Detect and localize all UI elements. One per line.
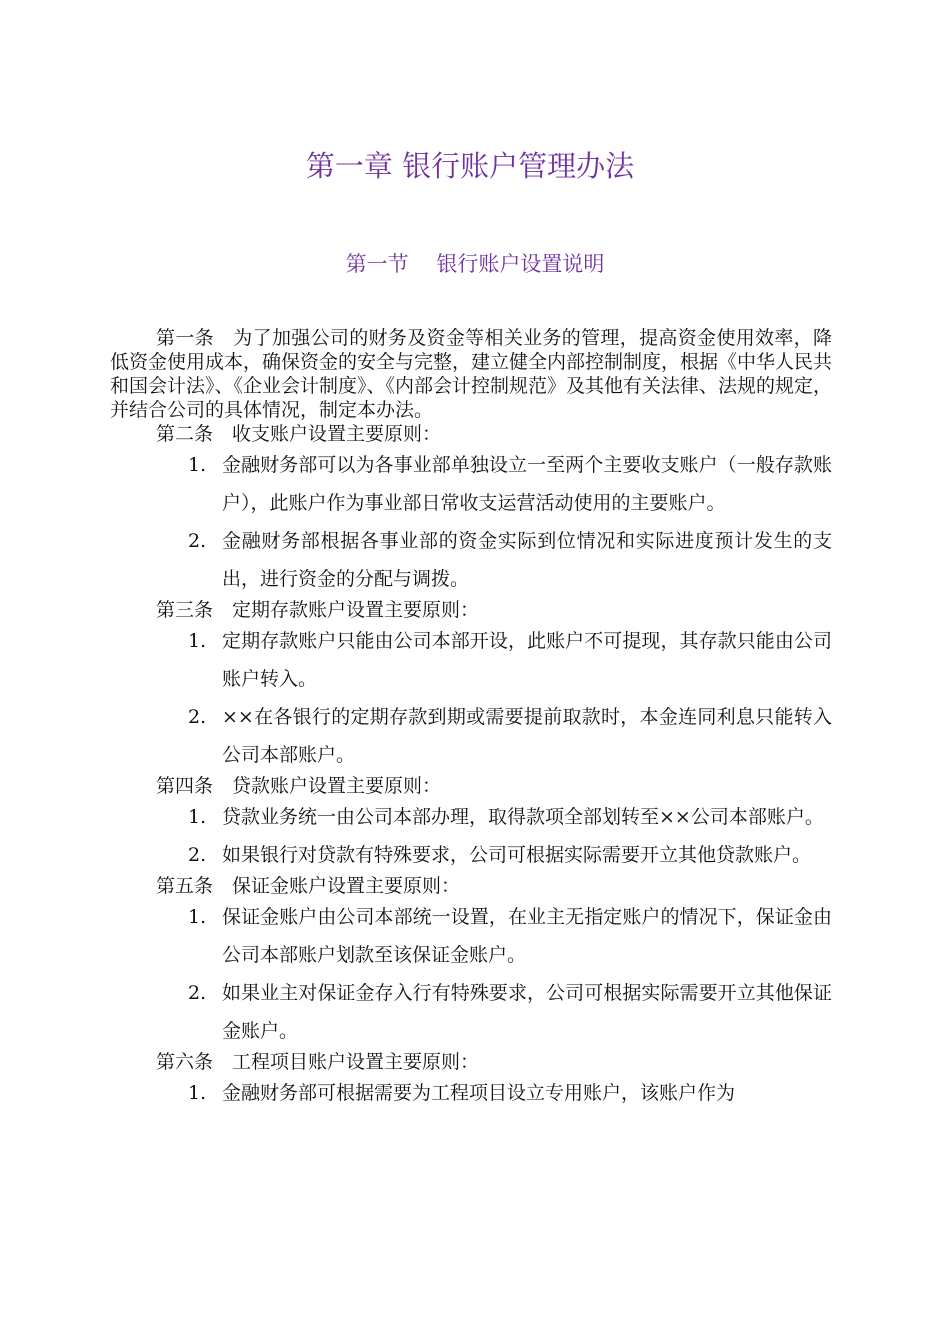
list-item-text: 保证金账户由公司本部统一设置，在业主无指定账户的情况下，保证金由公司本部账户划款至该保证金账户。 bbox=[222, 906, 832, 966]
article-6-heading: 第六条 工程项目账户设置主要原则： bbox=[156, 1051, 480, 1073]
list-item-number: 2. bbox=[188, 844, 207, 866]
list-item-text: 定期存款账户只能由公司本部开设，此账户不可提现，其存款只能由公司账户转入。 bbox=[222, 630, 832, 690]
article-4-list bbox=[110, 798, 832, 874]
article-3-heading: 第三条 定期存款账户设置主要原则： bbox=[156, 599, 480, 621]
document-body bbox=[110, 326, 832, 1112]
list-item-number: 2. bbox=[188, 530, 207, 552]
list-item bbox=[110, 622, 832, 698]
chapter-title: 第一章 银行账户管理办法 bbox=[305, 149, 635, 183]
list-item bbox=[110, 836, 832, 874]
article-2-heading: 第二条 收支账户设置主要原则： bbox=[156, 423, 442, 445]
list-item-text: 金融财务部根据各事业部的资金实际到位情况和实际进度预计发生的支出，进行资金的分配与调拨。 bbox=[222, 530, 832, 590]
article-3-list bbox=[110, 622, 832, 774]
list-item-number: 2. bbox=[188, 982, 207, 1004]
list-item bbox=[110, 522, 832, 598]
list-item bbox=[110, 698, 832, 774]
article-6-list bbox=[110, 1074, 832, 1112]
section-title: 第一节 银行账户设置说明 bbox=[345, 252, 605, 276]
list-item bbox=[110, 1074, 832, 1112]
list-item bbox=[110, 798, 832, 836]
list-item bbox=[110, 974, 832, 1050]
list-item-text: 如果银行对贷款有特殊要求，公司可根据实际需要开立其他贷款账户。 bbox=[222, 844, 812, 866]
list-item-number: 1. bbox=[188, 806, 207, 828]
article-2-list bbox=[110, 446, 832, 598]
list-item-number: 1. bbox=[188, 630, 207, 652]
article-5-list bbox=[110, 898, 832, 1050]
list-item bbox=[110, 446, 832, 522]
list-item-number: 1. bbox=[188, 906, 207, 928]
article-5-heading: 第五条 保证金账户设置主要原则： bbox=[156, 875, 461, 897]
list-item-text: ××在各银行的定期存款到期或需要提前取款时，本金连同利息只能转入公司本部账户。 bbox=[222, 706, 832, 766]
list-item-text: 金融财务部可以为各事业部单独设立一至两个主要收支账户（一般存款账户），此账户作为事业部日常收支运营活动使用的主要账户。 bbox=[222, 454, 832, 514]
list-item-number: 1. bbox=[188, 454, 207, 476]
list-item-number: 2. bbox=[188, 706, 207, 728]
article-4-heading: 第四条 贷款账户设置主要原则： bbox=[156, 775, 442, 797]
list-item-number: 1. bbox=[188, 1082, 207, 1104]
list-item-text: 贷款业务统一由公司本部办理，取得款项全部划转至××公司本部账户。 bbox=[222, 806, 824, 828]
article-1-text: 第一条 为了加强公司的财务及资金等相关业务的管理，提高资金使用效率，降低资金使用成本，确保资金的安全与完整，建立健全内部控制制度，根据《中华人民共和国会计法》、《企业会计制度》、《内部会计控制规范》及其他有关法律、法规的规定，并结合公司的具体情况，制定本办法。 bbox=[110, 327, 833, 421]
list-item-text: 如果业主对保证金存入行有特殊要求，公司可根据实际需要开立其他保证金账户。 bbox=[222, 982, 832, 1042]
list-item-text: 金融财务部可根据需要为工程项目设立专用账户，该账户作为 bbox=[222, 1082, 736, 1104]
list-item bbox=[110, 898, 832, 974]
